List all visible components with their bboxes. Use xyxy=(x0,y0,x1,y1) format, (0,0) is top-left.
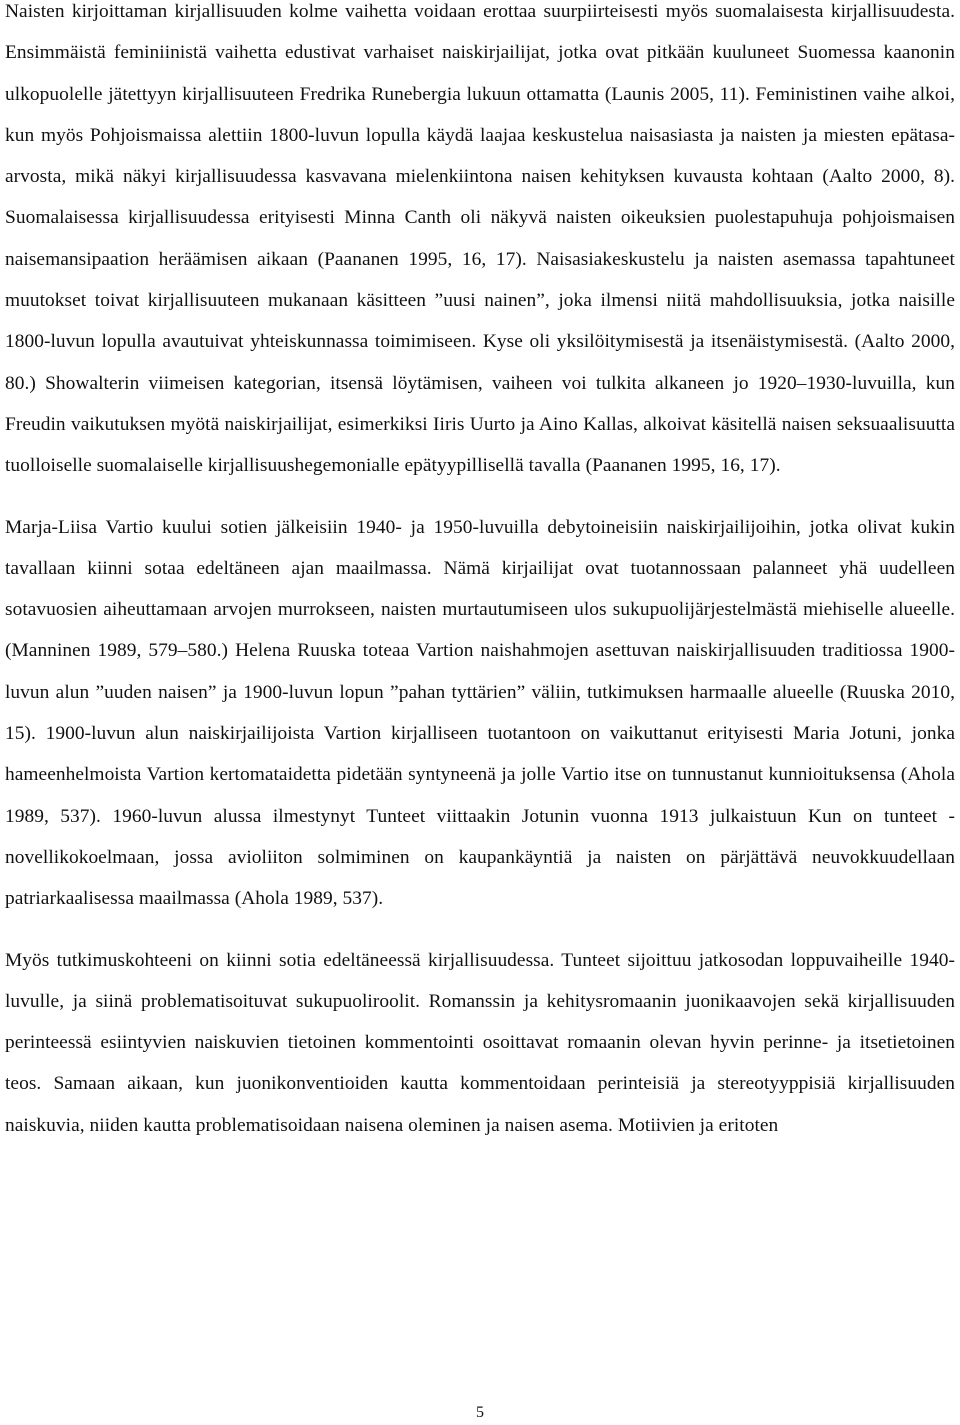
page-number: 5 xyxy=(476,1404,484,1421)
paragraph-3: Myös tutkimuskohteeni on kiinni sotia edeltäneessä kirjallisuudessa. Tunteet sijoittuu jatkosodan loppuvaiheille 1940-luvulle, ja siinä problematisoituvat sukupuoliroolit. Romanssin ja kehitysromaanin juonikaavojen sekä kirjallisuuden perinteessä esiintyvien naiskuvien tietoinen kommentointi osoittavat romaanin olevan hyvin perinne- ja itsetietoinen teos. Samaan aikaan, kun juonikonventioiden kautta kommentoidaan perinteisiä ja stereotyyppisiä kirjallisuuden naiskuvia, niiden kautta problematisoidaan naisena oleminen ja naisen asema. Motiivien ja eritoten xyxy=(5,949,955,1136)
paragraph-2: Marja-Liisa Vartio kuului sotien jälkeisiin 1940- ja 1950-luvuilla debytoineisiin naiskirjailijoihin, jotka olivat kukin tavallaan kiinni sotaa edeltäneen ajan maailmassa. Nämä kirjailijat ovat tuotannossaan palanneet yhä uudelleen sotavuosien aiheuttamaan arvojen murrokseen, naisten murtautumiseen ulos sukupuolijärjestelmästä miehiselle alueelle. (Manninen 1989, 579–580.) Helena Ruuska toteaa Vartion naishahmojen asettuvan naiskirjallisuuden traditiossa 1900-luvun alun ”uuden naisen” ja 1900-luvun lopun ”pahan tyttärien” väliin, tutkimuksen harmaalle alueelle (Ruuska 2010, 15). 1900-luvun alun naiskirjailijoista Vartion kirjalliseen tuotantoon on vaikuttanut erityisesti Maria Jotuni, jonka hameenhelmoista Vartion kertomataidetta pidetään syntyneenä ja jolle Vartio itse on tunnustanut kunnioituksensa (Ahola 1989, 537). 1960-luvun alussa ilmestynyt Tunteet viittaakin Jotunin vuonna 1913 julkaistuun Kun on tunteet -novellikokoelmaan, jossa avioliiton solmiminen on kaupankäyntiä ja naisten on pärjättävä neuvokkuudellaan patriarkaalisessa maailmassa (Ahola 1989, 537). xyxy=(5,516,955,910)
paragraph-1: Naisten kirjoittaman kirjallisuuden kolme vaihetta voidaan erottaa suurpiirteisesti myös suomalaisesta kirjallisuudesta. Ensimmäistä feminiinistä vaihetta edustivat varhaiset naiskirjailijat, jotka ovat pitkään kuuluneet Suomessa kaanonin ulkopuolelle jätettyyn kirjallisuuteen Fredrika Runebergia lukuun ottamatta (Launis 2005, 11). Feministinen vaihe alkoi, kun myös Pohjoismaissa alettiin 1800-luvun lopulla käydä laajaa keskustelua naisasiasta ja naisten ja miesten epätasa-arvosta, mikä näkyi kirjallisuudessa kasvavana mielenkiintona naisen kehityksen kuvausta kohtaan (Aalto 2000, 8). Suomalaisessa kirjallisuudessa erityisesti Minna Canth oli näkyvä naisten oikeuksien puolestapuhuja pohjoismaisen naisemansipaation heräämisen aikaan (Paananen 1995, 16, 17). Naisasiakeskustelu ja naisten asemassa tapahtuneet muutokset toivat kirjallisuuteen mukanaan käsitteen ”uusi nainen”, joka ilmensi niitä mahdollisuuksia, jotka naisille 1800-luvun lopulla avautuivat yhteiskunnassa toimimiseen. Kyse oli yksilöitymisestä ja itsenäistymisestä. (Aalto 2000, 80.) Showalterin viimeisen kategorian, itsensä löytämisen, vaiheen voi tulkita alkaneen jo 1920–1930-luvuilla, kun Freudin vaikutuksen myötä naiskirjailijat, esimerkiksi Iiris Uurto ja Aino Kallas, alkoivat käsitellä naisen seksuaalisuutta tuolloiselle suomalaiselle kirjallisuushegemonialle epätyypillisellä tavalla (Paananen 1995, 16, 17). xyxy=(5,1,955,477)
document-page xyxy=(5,0,955,1425)
